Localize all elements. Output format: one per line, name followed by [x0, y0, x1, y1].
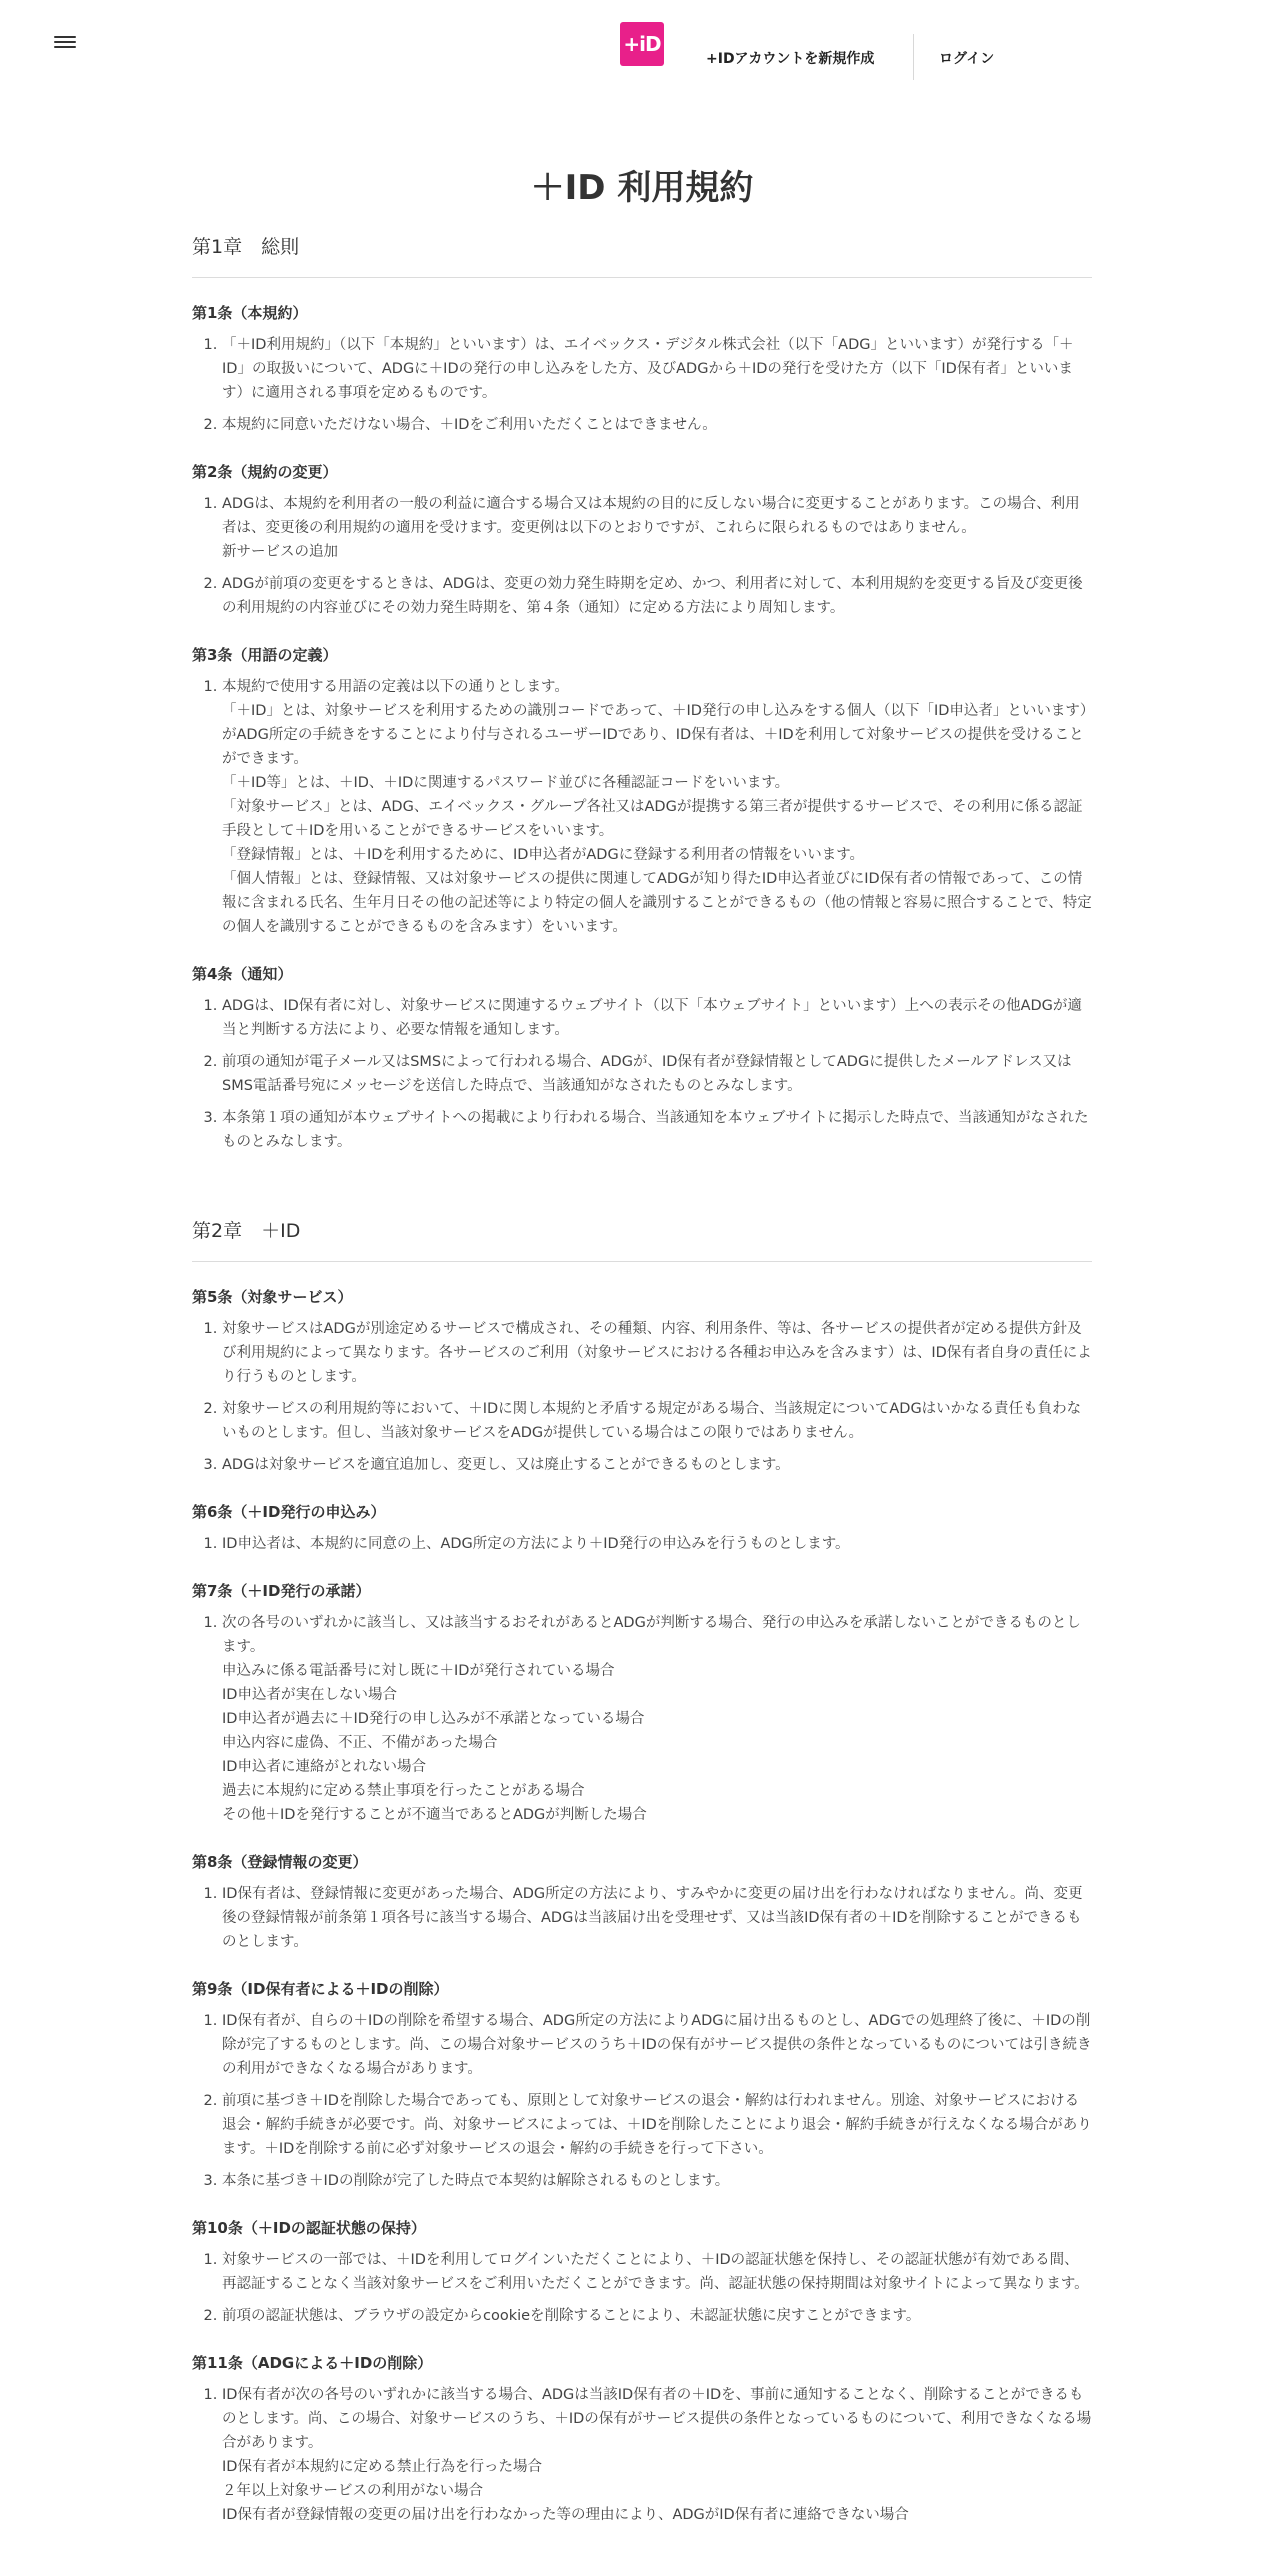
clause-item	[222, 1106, 1092, 1154]
clause-list	[192, 492, 1092, 620]
clause-list	[192, 1532, 1092, 1556]
sub-item: 「＋ID等」とは、＋ID、＋IDに関連するパスワード並びに各種認証コードをいいます。	[222, 775, 790, 791]
clause-list	[192, 2009, 1092, 2193]
sub-item: 申込みに係る電話番号に対し既に＋IDが発行されている場合	[222, 1663, 615, 1679]
clause-text: 2. 前項に基づき＋IDを削除した場合であっても、原則として対象サービスの退会・解約は行われません。別途、対象サービスにおける退会・解約手続きが必要です。尚、対象サービスによっては、＋IDを削除したことにより退会・解約手続きが行えなくなる場合があります。＋IDを削除する前に必ず対象サービスの退会・解約の手続きを行って下さい。	[222, 2093, 1092, 2157]
article	[192, 461, 1092, 620]
article	[192, 1286, 1092, 1477]
clause-text: 1. ADGは、ID保有者に対し、対象サービスに関連するウェブサイト（以下「本ウェブサイト」といいます）上への表示その他ADGが適当と判断する方法により、必要な情報を通知します。	[222, 998, 1082, 1038]
clause-text: 1. ID保有者は、登録情報に変更があった場合、ADG所定の方法により、すみやかに変更の届け出を行わなければなりません。尚、変更後の登録情報が前条第１項各号に該当する場合、ADGは当該届け出を受理せず、又は当該ID保有者の＋IDを削除することができるものとします。	[222, 1886, 1083, 1950]
sub-item: ID申込者に連絡がとれない場合	[222, 1759, 426, 1775]
sub-item: 新サービスの追加	[222, 544, 338, 560]
clause-text: 1. ID申込者は、本規約に同意の上、ADG所定の方法により＋ID発行の申込みを行うものとします。	[222, 1536, 850, 1552]
clause-text: 2. 本規約に同意いただけない場合、＋IDをご利用いただくことはできません。	[222, 417, 717, 433]
sub-item: ２年以上対象サービスの利用がない場合	[222, 2483, 483, 2499]
article-title: 第9条（ID保有者による＋IDの削除）	[192, 1980, 449, 1998]
clause-text: 3. 本条第１項の通知が本ウェブサイトへの掲載により行われる場合、当該通知を本ウェブサイトに掲示した時点で、当該通知がなされたものとみなします。	[222, 1110, 1089, 1150]
clause-item	[222, 1453, 1092, 1477]
article-title: 第10条（＋IDの認証状態の保持）	[192, 2219, 426, 2237]
clause-item	[222, 1397, 1092, 1445]
clause-item	[222, 413, 1092, 437]
article	[192, 1978, 1092, 2193]
article	[192, 1501, 1092, 1556]
clause-text: 2. 前項の通知が電子メール又はSMSによって行われる場合、ADGが、ID保有者が登録情報としてADGに提供したメールアドレス又はSMS電話番号宛にメッセージを送信した時点で、当該通知がなされたものとみなします。	[222, 1054, 1072, 1094]
clause-text: 3. 本条に基づき＋IDの削除が完了した時点で本契約は解除されるものとします。	[222, 2173, 730, 2189]
clause-text: 1. ID保有者が、自らの＋IDの削除を希望する場合、ADG所定の方法によりADGに届け出るものとし、ADGでの処理終了後に、＋IDの削除が完了するものとします。尚、この場合対象サービスのうち＋IDの保有がサービス提供の条件となっているものについては引き続きの利用ができなくなる場合があります。	[222, 2013, 1092, 2077]
clause-list	[192, 1611, 1092, 1827]
article-title: 第2条（規約の変更）	[192, 463, 338, 481]
article	[192, 963, 1092, 1154]
clause-item	[222, 1611, 1092, 1827]
sub-item: ID保有者が本規約に定める禁止行為を行った場合	[222, 2459, 542, 2475]
sub-item: 「個人情報」とは、登録情報、又は対象サービスの提供に関連してADGが知り得たID申込者並びにID保有者の情報であって、この情報に含まれる氏名、生年月日その他の記述等により特定の個人を識別することができるもの（他の情報と容易に照合することで、特定の個人を識別することができるものを含みます）をいいます。	[222, 871, 1092, 935]
sub-item: 「＋ID」とは、対象サービスを利用するための識別コードであって、＋ID発行の申し込みをする個人（以下「ID申込者」といいます）がADG所定の手続きをすることにより付与されるユーザーIDであり、ID保有者は、＋IDを利用して対象サービスの提供を受けることができます。	[222, 703, 1088, 767]
sub-item: ID申込者が過去に＋ID発行の申し込みが不承諾となっている場合	[222, 1711, 645, 1727]
signup-link[interactable]: +IDアカウントを新規作成	[706, 51, 875, 67]
article-title: 第4条（通知）	[192, 965, 293, 983]
clause-text: 1. 対象サービスの一部では、＋IDを利用してログインいただくことにより、＋IDの認証状態を保持し、その認証状態が有効である間、再認証することなく当該対象サービスをご利用いただくことができます。尚、認証状態の保持期間は対象サイトによって異なります。	[222, 2252, 1089, 2292]
sub-item: ID申込者が実在しない場合	[222, 1687, 397, 1703]
clause-text: 1. ID保有者が次の各号のいずれかに該当する場合、ADGは当該ID保有者の＋IDを、事前に通知することなく、削除することができるものとします。尚、この場合、対象サービスのうち、＋IDの保有がサービス提供の条件となっているものについて、利用できなくなる場合があります。	[222, 2387, 1092, 2451]
clause-item	[222, 1050, 1092, 1098]
chapter	[192, 1216, 1092, 2527]
clause-item	[222, 1532, 1092, 1556]
clause-text: 1. 本規約で使用する用語の定義は以下の通りとします。	[222, 679, 569, 695]
terms-content	[192, 232, 1092, 2551]
clause-item	[222, 2169, 1092, 2193]
clause-item	[222, 572, 1092, 620]
chapter-title: 第1章 総則	[192, 232, 1092, 278]
clause-text: 1. ADGは、本規約を利用者の一般の利益に適合する場合又は本規約の目的に反しない場合に変更することがあります。この場合、利用者は、変更後の利用規約の適用を受けます。変更例は以下のとおりですが、これらに限られるものではありません。	[222, 496, 1080, 536]
article-title: 第11条（ADGによる＋IDの削除）	[192, 2354, 433, 2372]
sub-item: 「対象サービス」とは、ADG、エイベックス・グループ各社又はADGが提携する第三者が提供するサービスで、その利用に係る認証手段として＋IDを用いることができるサービスをいいます。	[222, 799, 1083, 839]
article-title: 第3条（用語の定義）	[192, 646, 338, 664]
chapter-title: 第2章 ＋ID	[192, 1216, 1092, 1262]
chapter	[192, 232, 1092, 1154]
clause-text: 1. 次の各号のいずれかに該当し、又は該当するおそれがあるとADGが判断する場合、発行の申込みを承諾しないことができるものとします。	[222, 1615, 1081, 1655]
hamburger-menu-icon[interactable]	[54, 34, 78, 50]
article-title: 第5条（対象サービス）	[192, 1288, 353, 1306]
article	[192, 644, 1092, 939]
clause-list	[192, 675, 1092, 939]
clause-item	[222, 675, 1092, 939]
clause-text: 1. 「＋ID利用規約」（以下「本規約」といいます）は、エイベックス・デジタル株式会社（以下「ADG」といいます）が発行する「＋ID」の取扱いについて、ADGに＋IDの発行の申し込みをした方、及びADGから＋IDの発行を受けた方（以下「ID保有者」といいます）に適用される事項を定めるものです。	[222, 337, 1074, 401]
clause-item	[222, 1882, 1092, 1954]
sub-item: 申込内容に虚偽、不正、不備があった場合	[222, 1735, 498, 1751]
clause-item	[222, 492, 1092, 564]
clause-list	[192, 1317, 1092, 1477]
clause-item	[222, 333, 1092, 405]
article-title: 第8条（登録情報の変更）	[192, 1853, 368, 1871]
sub-item: その他＋IDを発行することが不適当であるとADGが判断した場合	[222, 1807, 647, 1823]
clause-text: 2. 前項の認証状態は、ブラウザの設定からcookieを削除することにより、未認証状態に戻すことができます。	[222, 2308, 921, 2324]
article	[192, 302, 1092, 437]
clause-list	[192, 1882, 1092, 1954]
login-link[interactable]: ログイン	[939, 51, 995, 67]
sub-item: ID保有者が登録情報の変更の届け出を行わなかった等の理由により、ADGがID保有者に連絡できない場合	[222, 2507, 909, 2523]
clause-item	[222, 994, 1092, 1042]
plus-id-logo[interactable]: +iD	[620, 22, 664, 66]
clause-item	[222, 2089, 1092, 2161]
sub-item: 過去に本規約に定める禁止事項を行ったことがある場合	[222, 1783, 585, 1799]
clause-text: 3. ADGは対象サービスを適宜追加し、変更し、又は廃止することができるものとします。	[222, 1457, 790, 1473]
clause-list	[192, 2383, 1092, 2527]
page-title: ＋ID 利用規約	[530, 168, 754, 208]
clause-item	[222, 2304, 1092, 2328]
clause-item	[222, 2009, 1092, 2081]
nav-divider	[913, 34, 914, 80]
clause-list	[192, 2248, 1092, 2328]
clause-item	[222, 2383, 1092, 2527]
article	[192, 2352, 1092, 2527]
clause-list	[192, 994, 1092, 1154]
article	[192, 1580, 1092, 1827]
clause-text: 2. 対象サービスの利用規約等において、＋IDに関し本規約と矛盾する規定がある場合、当該規定についてADGはいかなる責任も負わないものとします。但し、当該対象サービスをADGが提供している場合はこの限りではありません。	[222, 1401, 1082, 1441]
clause-list	[192, 333, 1092, 437]
article-title: 第1条（本規約）	[192, 304, 308, 322]
clause-text: 1. 対象サービスはADGが別途定めるサービスで構成され、その種類、内容、利用条件、等は、各サービスの提供者が定める提供方針及び利用規約によって異なります。各サービスのご利用（対象サービスにおける各種お申込みを含みます）は、ID保有者自身の責任により行うものとします。	[222, 1321, 1092, 1385]
clause-item	[222, 1317, 1092, 1389]
article	[192, 2217, 1092, 2328]
clause-item	[222, 2248, 1092, 2296]
article	[192, 1851, 1092, 1954]
article-title: 第6条（＋ID発行の申込み）	[192, 1503, 386, 1521]
sub-item: 「登録情報」とは、＋IDを利用するために、ID申込者がADGに登録する利用者の情報をいいます。	[222, 847, 865, 863]
clause-text: 2. ADGが前項の変更をするときは、ADGは、変更の効力発生時期を定め、かつ、利用者に対して、本利用規約を変更する旨及び変更後の利用規約の内容並びにその効力発生時期を、第４条（通知）に定める方法により周知します。	[222, 576, 1083, 616]
article-title: 第7条（＋ID発行の承諾）	[192, 1582, 371, 1600]
site-header	[0, 0, 1284, 110]
